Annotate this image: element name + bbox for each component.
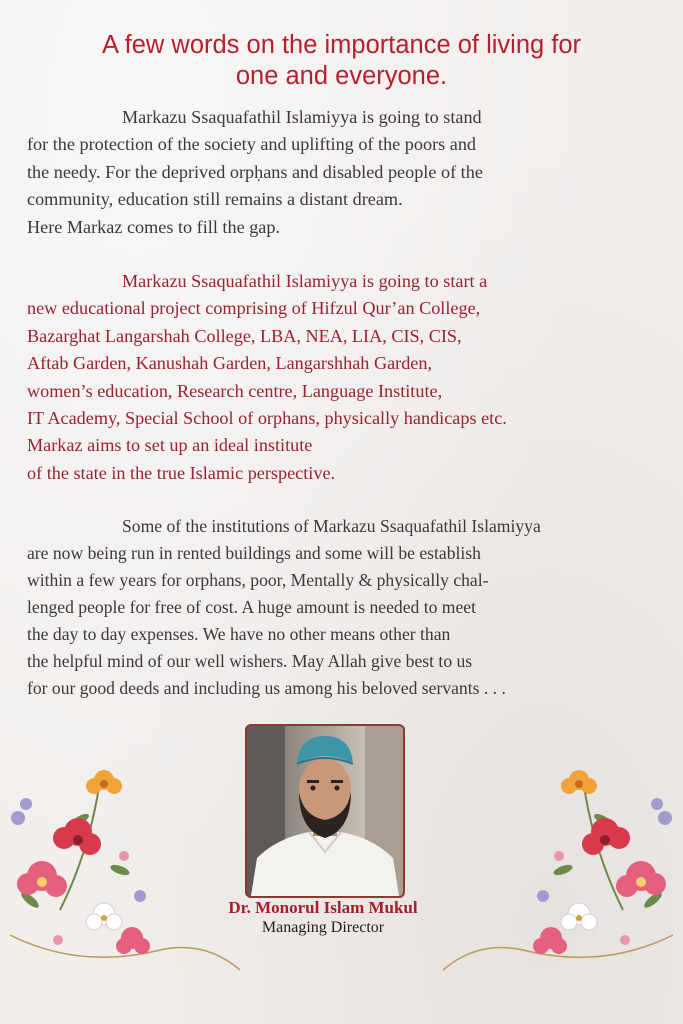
paragraph-line: IT Academy, Special School of orphans, physically handicaps etc. [27,408,507,429]
project-paragraph [27,268,677,487]
paragraph-line: Some of the institutions of Markazu Ssaquafathil Islamiyya [122,516,541,536]
paragraph-line: the day to day expenses. We have no other means other than [27,624,451,644]
paragraph-line: for the protection of the society and uplifting of the poors and [27,134,477,155]
director-title: Managing Director [261,919,385,936]
paragraph-line: new educational project comprising of Hifzul Qur’an College, [27,298,481,319]
paragraph-line: Markazu Ssaquafathil Islamiyya is going to stand [122,107,482,127]
page-title [10,30,673,92]
paragraph-line: Aftab Garden, Kanushah Garden, Langarshhah Garden, [27,353,433,374]
paragraph-line: Markaz aims to set up an ideal institute [27,435,313,456]
appeal-paragraph [27,513,677,702]
floral-decoration-left-icon [0,760,245,975]
paragraph-line: community, education still remains a distant dream. [27,189,403,210]
paragraph-line: lenged people for free of cost. A huge amount is needed to meet [27,597,476,617]
director-photo [245,724,405,898]
intro-paragraph [27,104,677,241]
paragraph-line: Bazarghat Langarshah College, LBA, NEA, LIA, CIS, CIS, [27,325,462,346]
paragraph-line: women’s education, Research centre, Language Institute, [27,380,443,401]
paragraph-line: Markazu Ssaquafathil Islamiyya is going to start a [122,271,488,291]
title-line-1: A few words on the importance of living for [101,31,582,59]
paragraph-line: Here Markaz comes to fill the gap. [27,216,281,237]
paragraph-line: are now being run in rented buildings and some will be establish [27,543,481,563]
floral-decoration-right-icon [438,760,683,975]
paragraph-line: for our good deeds and including us among his beloved servants . . . [27,678,506,698]
paragraph-line: within a few years for orphans, poor, Mentally & physically chal- [27,570,489,590]
portrait-illustration [247,726,403,896]
paragraph-line: the needy. For the deprived orpḥans and disabled people of the [27,161,483,182]
title-line-2: one and everyone. [235,62,448,90]
paragraph-line: of the state in the true Islamic perspective. [27,462,336,483]
paragraph-line: the helpful mind of our well wishers. May Allah give best to us [27,651,473,671]
director-name: Dr. Monorul Islam Mukul [228,898,418,917]
